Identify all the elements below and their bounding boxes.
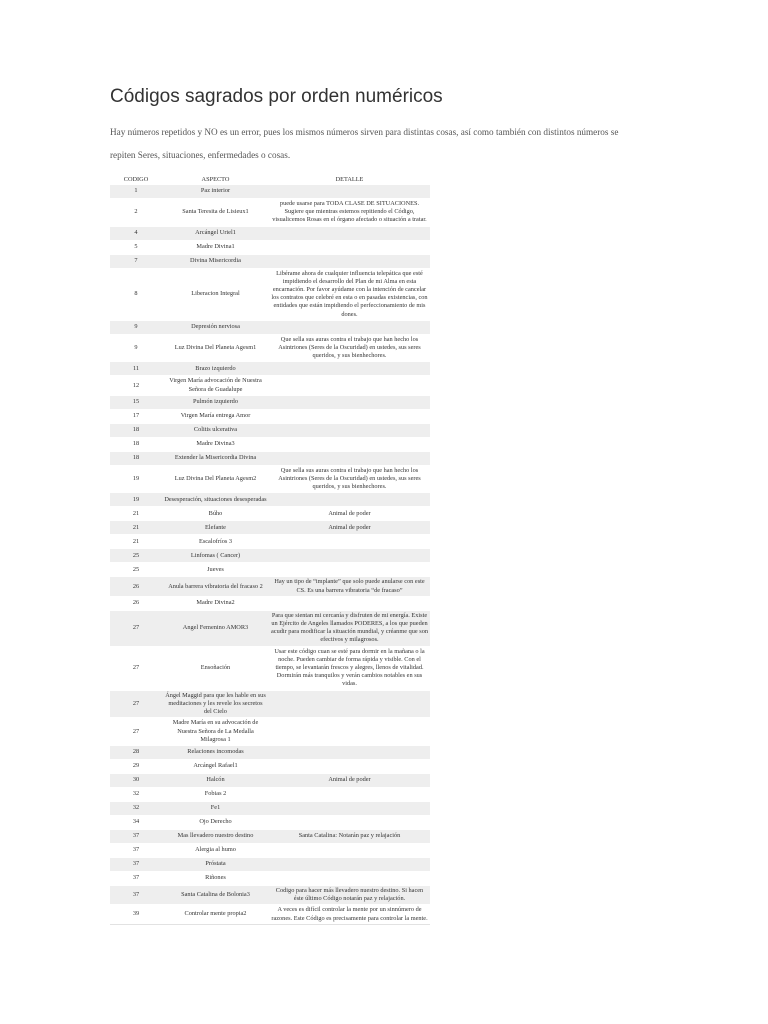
cell-detail: Animal de poder	[269, 521, 430, 535]
cell-detail	[269, 815, 430, 829]
cell-aspect: Fobias 2	[162, 787, 269, 801]
codes-table	[110, 173, 430, 925]
table-row	[110, 596, 430, 610]
table-row	[110, 185, 430, 199]
header-code: CODIGO	[123, 175, 149, 183]
cell-aspect: Búho	[162, 507, 269, 521]
cell-aspect: Elefante	[162, 521, 269, 535]
cell-detail: Para que sientan mi cercanía y disfruten de mi energía. Existe un Ejército de Angeles llamados PODERES, a los que pueden acudir para modificar la situación mundial, y créanme que son efectivos y milagrosos.	[269, 610, 430, 646]
cell-code: 19	[110, 493, 162, 507]
cell-code: 2	[110, 199, 162, 227]
cell-detail	[269, 493, 430, 507]
table-row	[110, 199, 430, 227]
cell-detail: Santa Catalina: Notarán paz y relajación	[269, 829, 430, 843]
cell-aspect: Arcángel Uriel1	[162, 226, 269, 240]
cell-detail	[269, 185, 430, 199]
table-row	[110, 610, 430, 646]
cell-code: 9	[110, 334, 162, 362]
cell-code: 21	[110, 521, 162, 535]
cell-aspect: Santa Teresita de Lisieux1	[162, 199, 269, 227]
table-row	[110, 871, 430, 885]
table-row	[110, 376, 430, 395]
cell-aspect: Depresión nerviosa	[162, 320, 269, 334]
table-row	[110, 451, 430, 465]
cell-code: 8	[110, 268, 162, 320]
table-row	[110, 815, 430, 829]
cell-detail	[269, 423, 430, 437]
table-body	[110, 185, 430, 924]
cell-detail: Usar este código cuan se esté para dormir en la mañana o la noche. Pueden cambiar de forma rápida y visible. Con el tiempo, se levantarán frescos y alegres, llenos de vitalidad. Dormirán más tranquilos y verán cambios notables en sus vidas.	[269, 646, 430, 690]
cell-aspect: Luz Divina Del Planeta Agesm1	[162, 334, 269, 362]
table-row	[110, 690, 430, 718]
table-row	[110, 718, 430, 746]
cell-detail	[269, 451, 430, 465]
cell-aspect: Ojo Derecho	[162, 815, 269, 829]
cell-detail	[269, 535, 430, 549]
cell-code: 21	[110, 535, 162, 549]
table-row	[110, 843, 430, 857]
cell-detail	[269, 843, 430, 857]
table-row	[110, 268, 430, 320]
cell-code: 9	[110, 320, 162, 334]
cell-code: 27	[110, 646, 162, 690]
intro-paragraph: Hay números repetidos y NO es un error, pues los mismos números sirven para distintas cosas, así como también con distintos números se repiten Seres, situaciones, enfermedades o cosas.	[110, 127, 619, 160]
cell-detail	[269, 690, 430, 718]
cell-aspect: Virgen María entrega Amor	[162, 409, 269, 423]
cell-code: 4	[110, 226, 162, 240]
table-row	[110, 549, 430, 563]
cell-code: 21	[110, 507, 162, 521]
cell-code: 26	[110, 577, 162, 596]
cell-aspect: Mas llevadero nuestro destino	[162, 829, 269, 843]
table-row	[110, 773, 430, 787]
cell-detail	[269, 871, 430, 885]
table-row	[110, 334, 430, 362]
cell-aspect: Brazo izquierdo	[162, 362, 269, 376]
cell-detail	[269, 240, 430, 254]
cell-aspect: Luz Divina Del Planeta Agesm2	[162, 465, 269, 493]
cell-detail: A veces es difícil controlar la mente por un sinnúmero de razones. Este Código es precisamente para controlar la mente.	[269, 905, 430, 924]
cell-code: 32	[110, 801, 162, 815]
cell-detail	[269, 596, 430, 610]
cell-detail	[269, 226, 430, 240]
cell-aspect: Pulmón izquierdo	[162, 395, 269, 409]
cell-aspect: Liberacion Integral	[162, 268, 269, 320]
cell-code: 34	[110, 815, 162, 829]
cell-detail: Hay un tipo de “implante” que solo puede anularse con este CS. Es una barrera vibratoria “de fracaso”	[269, 577, 430, 596]
cell-aspect: Linfomas ( Cancer)	[162, 549, 269, 563]
cell-detail	[269, 437, 430, 451]
table-row	[110, 226, 430, 240]
cell-code: 18	[110, 437, 162, 451]
cell-detail	[269, 745, 430, 759]
cell-detail	[269, 320, 430, 334]
cell-code: 18	[110, 451, 162, 465]
table-row	[110, 577, 430, 596]
table-row	[110, 801, 430, 815]
table-row	[110, 905, 430, 924]
cell-aspect: Angel Femenino AMOR3	[162, 610, 269, 646]
cell-code: 1	[110, 185, 162, 199]
cell-code: 25	[110, 549, 162, 563]
header-detail: DETALLE	[335, 175, 364, 183]
table-row	[110, 759, 430, 773]
cell-detail: Codigo para hacer más llevadero nuestro destino. Si hacen éste último Código notarán paz y relajación.	[269, 885, 430, 904]
table-row	[110, 507, 430, 521]
cell-code: 32	[110, 787, 162, 801]
cell-detail	[269, 718, 430, 746]
table-row	[110, 563, 430, 577]
cell-code: 25	[110, 563, 162, 577]
cell-detail	[269, 254, 430, 268]
cell-aspect: Controlar mente propia2	[162, 905, 269, 924]
cell-aspect: Halcón	[162, 773, 269, 787]
cell-aspect: Riñones	[162, 871, 269, 885]
table-row	[110, 829, 430, 843]
cell-aspect: Próstata	[162, 857, 269, 871]
cell-aspect: Paz interior	[162, 185, 269, 199]
table-row	[110, 857, 430, 871]
cell-code: 37	[110, 871, 162, 885]
cell-code: 39	[110, 905, 162, 924]
table-row	[110, 465, 430, 493]
cell-code: 37	[110, 885, 162, 904]
cell-code: 19	[110, 465, 162, 493]
cell-detail	[269, 563, 430, 577]
cell-aspect: Ángel Maggid para que les hable en sus meditaciones y les revele los secretos del Cielo	[162, 690, 269, 718]
cell-aspect: Alergia al humo	[162, 843, 269, 857]
cell-aspect: Escalofríos 3	[162, 535, 269, 549]
table-header	[110, 173, 430, 185]
cell-aspect: Jueves	[162, 563, 269, 577]
cell-detail	[269, 801, 430, 815]
cell-aspect: Madre Divina2	[162, 596, 269, 610]
cell-code: 37	[110, 843, 162, 857]
table-row	[110, 521, 430, 535]
cell-aspect: Fe1	[162, 801, 269, 815]
cell-detail: Que sella sus auras contra el trabajo que han hecho los Asintriones (Seres de la Oscuridad) en ustedes, sus seres queridos, y sus bienhechores.	[269, 334, 430, 362]
cell-aspect: Desesperación, situaciones desesperadas	[162, 493, 269, 507]
cell-aspect: Relaciones incomodas	[162, 745, 269, 759]
page-title: Códigos sagrados por orden numéricos	[110, 86, 443, 107]
cell-detail	[269, 759, 430, 773]
cell-aspect: Santa Catalina de Bolonia3	[162, 885, 269, 904]
cell-aspect: Virgen María advocación de Nuestra Señora de Guadalupe	[162, 376, 269, 395]
cell-detail: puede usarse para TODA CLASE DE SITUACIONES. Sugiere que mientras estemos repitiendo el Código, visualicemos Rosas en el órgano afectado o situación a tratar.	[269, 199, 430, 227]
cell-code: 26	[110, 596, 162, 610]
cell-code: 28	[110, 745, 162, 759]
header-row	[110, 173, 430, 185]
cell-aspect: Madre María en su advocación de Nuestra Señora de La Medalla Milagrosa 1	[162, 718, 269, 746]
table-row	[110, 362, 430, 376]
cell-detail	[269, 395, 430, 409]
cell-aspect: Ensoñación	[162, 646, 269, 690]
cell-code: 37	[110, 857, 162, 871]
cell-aspect: Colitis ulcerativa	[162, 423, 269, 437]
cell-code: 30	[110, 773, 162, 787]
cell-code: 27	[110, 690, 162, 718]
cell-code: 27	[110, 610, 162, 646]
cell-code: 11	[110, 362, 162, 376]
cell-detail: Animal de poder	[269, 773, 430, 787]
cell-detail	[269, 857, 430, 871]
cell-code: 29	[110, 759, 162, 773]
cell-aspect: Madre Divina1	[162, 240, 269, 254]
cell-detail: Animal de poder	[269, 507, 430, 521]
cell-detail: Libérame ahora de cualquier influencia telepática que esté impidiendo el desarrollo del Plan de mi Alma en esta encarnación. Por favor ayúdame con la intención de cancelar los contratos que celebré en esta o en pasadas existencias, con entidades que están impidiendo el perfeccionamiento de mis dones.	[269, 268, 430, 320]
cell-code: 27	[110, 718, 162, 746]
cell-code: 12	[110, 376, 162, 395]
cell-detail	[269, 376, 430, 395]
table-row	[110, 409, 430, 423]
cell-code: 18	[110, 423, 162, 437]
table-row	[110, 254, 430, 268]
table-row	[110, 745, 430, 759]
cell-code: 7	[110, 254, 162, 268]
table-row	[110, 493, 430, 507]
cell-aspect: Madre Divina3	[162, 437, 269, 451]
cell-aspect: Divina Misericordia	[162, 254, 269, 268]
cell-code: 15	[110, 395, 162, 409]
cell-detail	[269, 362, 430, 376]
table-row	[110, 646, 430, 690]
table-row	[110, 423, 430, 437]
cell-detail	[269, 787, 430, 801]
table-row	[110, 240, 430, 254]
table-row	[110, 320, 430, 334]
cell-detail	[269, 549, 430, 563]
cell-aspect: Arcángel Rafael1	[162, 759, 269, 773]
table-row	[110, 885, 430, 904]
cell-detail	[269, 409, 430, 423]
table-row	[110, 395, 430, 409]
cell-code: 37	[110, 829, 162, 843]
cell-code: 5	[110, 240, 162, 254]
table-row	[110, 437, 430, 451]
header-aspect: ASPECTO	[201, 175, 230, 183]
table-row	[110, 535, 430, 549]
table-row	[110, 787, 430, 801]
cell-code: 17	[110, 409, 162, 423]
cell-aspect: Anula barrera vibratoria del fracaso 2	[162, 577, 269, 596]
cell-aspect: Extender la Misericordia Divina	[162, 451, 269, 465]
cell-detail: Que sella sus auras contra el trabajo que han hecho los Asintriones (Seres de la Oscuridad) en ustedes, sus seres queridos, y sus bienhechores.	[269, 465, 430, 493]
